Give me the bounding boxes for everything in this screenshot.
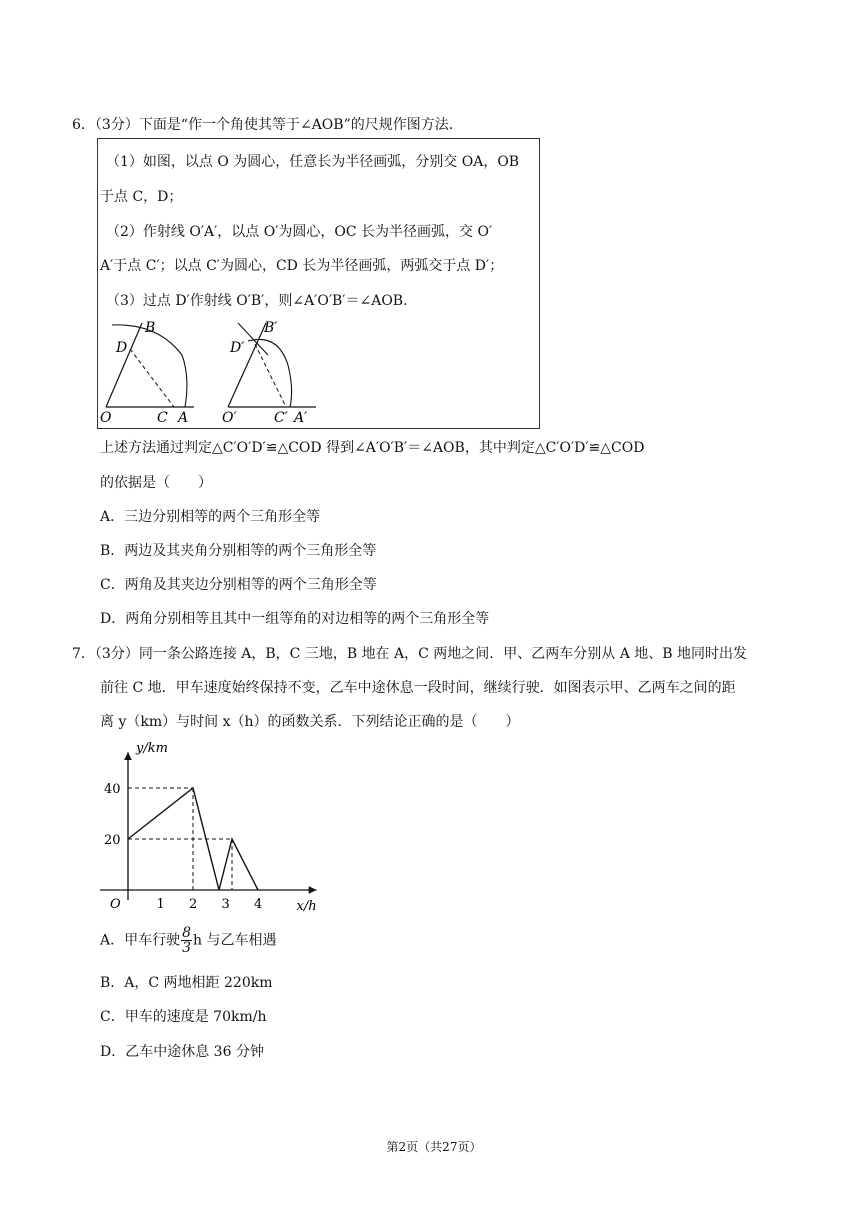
fig1-label-o: O <box>100 410 112 426</box>
q6-header: 6．（3分）下面是“作一个角使其等于∠AOB”的尺规作图方法． <box>72 117 463 133</box>
q6-option-b[interactable]: B．两边及其夹角分别相等的两个三角形全等 <box>100 543 377 559</box>
fraction-denominator: 3 <box>182 940 192 956</box>
q6-step-1a: （1）如图，以点 O 为圆心，任意长为半径画弧，分别交 OA，OB <box>106 154 520 170</box>
q7-option-c[interactable]: C．甲车的速度是 70km/h <box>100 1009 267 1025</box>
q7-line-3: 离 y（km）与时间 x（h）的函数关系．下列结论正确的是（ ） <box>100 714 520 730</box>
x-tick-label-1: 1 <box>156 897 165 912</box>
q7-option-b[interactable]: B．A，C 两地相距 220km <box>100 975 273 991</box>
q6-step-2b: A′于点 C′；以点 C′为圆心，CD 长为半径画弧，两弧交于点 D′； <box>100 258 504 274</box>
fig1-label-d: D <box>116 340 128 356</box>
fraction-numerator: 8 <box>182 925 192 941</box>
fig2-label-c: C′ <box>274 410 288 426</box>
fig2-label-a: A′ <box>294 410 308 426</box>
fig1-label-b: B <box>145 320 156 336</box>
q6-option-a[interactable]: A．三边分别相等的两个三角形全等 <box>100 509 321 525</box>
q7-option-a-suffix: h 与乙车相遇 <box>193 932 277 949</box>
q6-option-d[interactable]: D．两角分别相等且其中一组等角的对边相等的两个三角形全等 <box>100 611 490 627</box>
x-axis-label: x/h <box>296 899 317 914</box>
q6-step-3: （3）过点 D′作射线 O′B′，则∠A′O′B′＝∠AOB． <box>106 293 418 309</box>
q7-option-d[interactable]: D．乙车中途休息 36 分钟 <box>100 1044 264 1060</box>
q7-line-2: 前往 C 地．甲车速度始终保持不变，乙车中途休息一段时间，继续行驶．如图表示甲、乙两车之间的距 <box>100 680 736 696</box>
q7-option-a[interactable] <box>100 926 277 955</box>
q6-figure-copied-angle <box>220 317 330 427</box>
x-tick-label-2: 2 <box>189 897 198 912</box>
fig1-label-a: A <box>178 410 189 426</box>
y-tick-label-40: 40 <box>104 782 121 797</box>
q6-option-c[interactable]: C．两角及其夹边分别相等的两个三角形全等 <box>100 577 377 593</box>
q7-distance-time-chart <box>92 738 332 918</box>
origin-label: O <box>110 897 121 912</box>
x-tick-label-3: 3 <box>221 897 230 912</box>
y-tick-label-20: 20 <box>104 833 121 848</box>
fig2-label-o: O′ <box>222 410 237 426</box>
q7-option-a-prefix: A．甲车行驶 <box>100 932 181 949</box>
q6-step-2a: （2）作射线 O′A′，以点 O′为圆心，OC 长为半径画弧，交 O′ <box>106 224 493 240</box>
q6-step-1b: 于点 C，D； <box>100 189 183 205</box>
x-tick-label-4: 4 <box>254 897 263 912</box>
fig2-label-b: B′ <box>264 320 278 336</box>
page-footer: 第2页（共27页） <box>386 1140 482 1154</box>
fig2-label-d: D′ <box>230 340 245 356</box>
q6-construction-box <box>97 138 540 429</box>
q7-line-1: 7．（3分）同一条公路连接 A，B，C 三地，B 地在 A，C 两地之间．甲、乙两车分别从 A 地、B 地同时出发 <box>72 646 748 662</box>
fig1-label-c: C <box>157 410 168 426</box>
q6-question-line-2: 的依据是（ ） <box>100 475 212 491</box>
fraction-eight-thirds <box>181 926 192 955</box>
q6-figure-original-angle <box>98 317 208 427</box>
y-axis-label: y/km <box>136 741 168 756</box>
q6-question-line-1: 上述方法通过判定△C′O′D′≌△COD 得到∠A′O′B′＝∠AOB，其中判定△C′O′D′≌△COD <box>100 440 645 456</box>
